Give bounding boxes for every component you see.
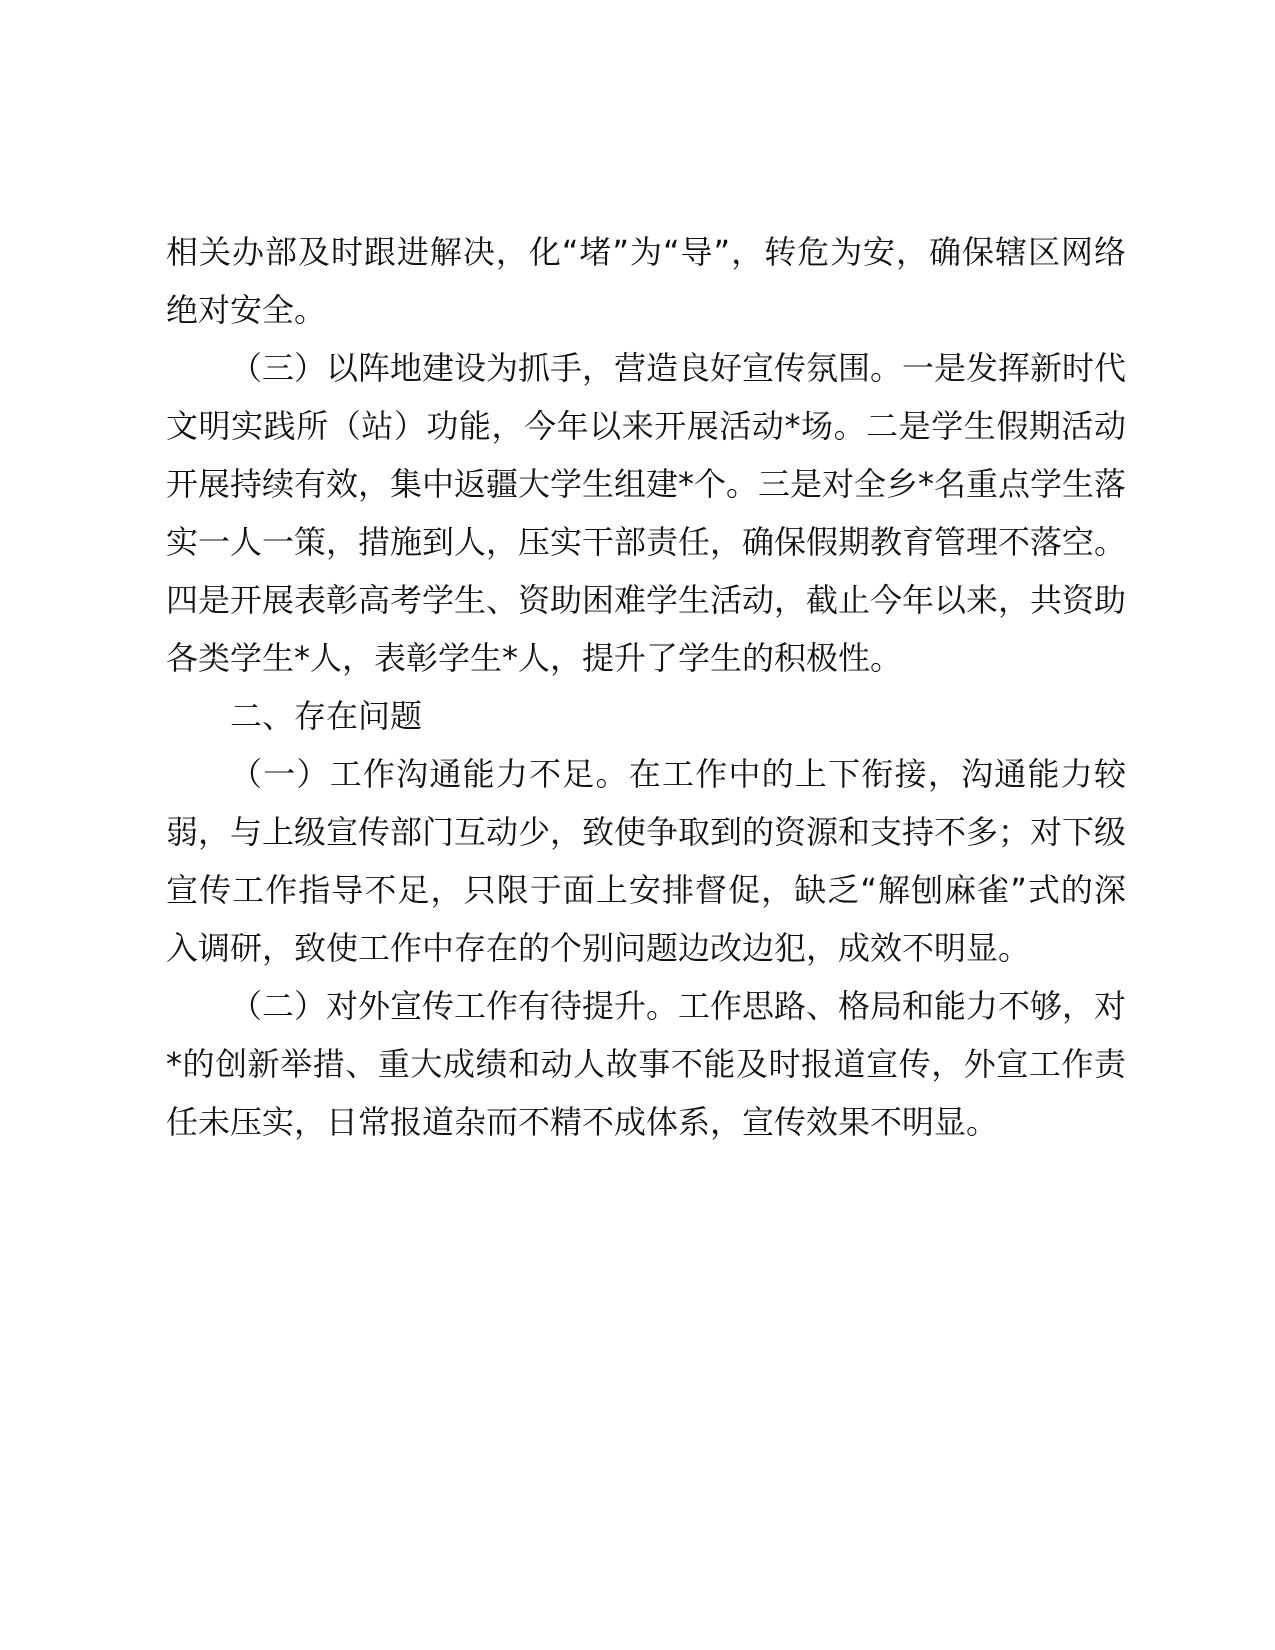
paragraph-continuation: 相关办部及时跟进解决，化“堵”为“导”，转危为安，确保辖区网络绝对安全。 bbox=[166, 233, 1126, 329]
document-body bbox=[166, 223, 1126, 1151]
heading-existing-problems: 二、存在问题 bbox=[230, 697, 423, 735]
paragraph-section-three: （三）以阵地建设为抓手，营造良好宣传氛围。一是发挥新时代文明实践所（站）功能，今年以来开展活动*场。二是学生假期活动开展持续有效，集中返疆大学生组建*个。三是对全乡*名重点学生落实一人一策，措施到人，压实干部责任，确保假期教育管理不落空。四是开展表彰高考学生、资助困难学生活动，截止今年以来，共资助各类学生*人，表彰学生*人，提升了学生的积极性。 bbox=[166, 349, 1127, 677]
paragraph-problem-one: （一）工作沟通能力不足。在工作中的上下衔接，沟通能力较弱，与上级宣传部门互动少，致使争取到的资源和支持不多；对下级宣传工作指导不足，只限于面上安排督促，缺乏“解刨麻雀”式的深入调研，致使工作中存在的个别问题边改边犯，成效不明显。 bbox=[166, 755, 1127, 967]
paragraph-problem-two: （二）对外宣传工作有待提升。工作思路、格局和能力不够，对*的创新举措、重大成绩和动人故事不能及时报道宣传，外宣工作责任未压实，日常报道杂而不精不成体系，宣传效果不明显。 bbox=[166, 987, 1127, 1141]
